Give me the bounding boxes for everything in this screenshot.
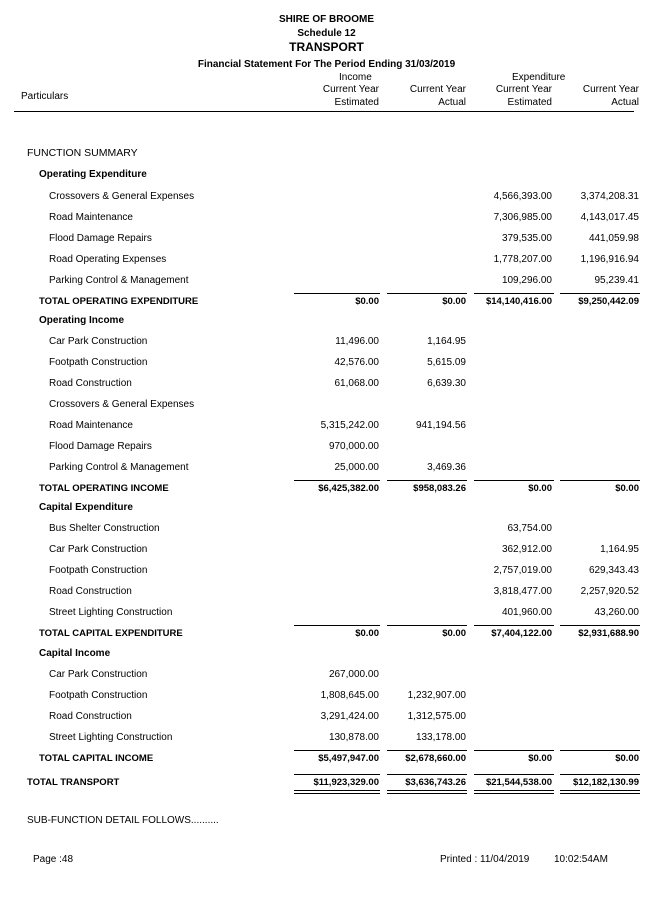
row-label: Footpath Construction xyxy=(49,565,148,576)
cell-income-estimated: 3,291,424.00 xyxy=(320,711,379,722)
page-title: TRANSPORT xyxy=(289,40,364,54)
grand-total-income-estimated: $11,923,329.00 xyxy=(313,777,379,788)
total-income-estimated: $0.00 xyxy=(355,296,379,307)
col-expenditure-estimated-line1: Current Year xyxy=(495,84,552,95)
total-expenditure-estimated: $0.00 xyxy=(528,753,552,764)
row-label: Road Construction xyxy=(49,586,132,597)
row-label: Crossovers & General Expenses xyxy=(49,399,195,410)
row-label: Road Construction xyxy=(49,711,132,722)
cell-expenditure-estimated: 4,566,393.00 xyxy=(493,191,552,202)
cell-expenditure-estimated: 379,535.00 xyxy=(501,233,552,244)
cell-expenditure-actual: 4,143,017.45 xyxy=(580,212,639,223)
total-expenditure-actual: $0.00 xyxy=(615,753,639,764)
statement-subtitle: Financial Statement For The Period Ending 31/03/2019 xyxy=(197,59,456,70)
grand-total-income-actual: $3,636,743.26 xyxy=(405,777,466,788)
row-label: Footpath Construction xyxy=(49,357,148,368)
cell-expenditure-estimated: 1,778,207.00 xyxy=(493,254,552,265)
row-label: Crossovers & General Expenses xyxy=(49,191,195,202)
cell-income-actual: 1,164.95 xyxy=(427,336,466,347)
total-rule xyxy=(560,625,640,626)
total-rule xyxy=(474,625,554,626)
printed-time: 10:02:54AM xyxy=(554,854,608,865)
cell-income-estimated: 1,808,645.00 xyxy=(320,690,379,701)
cell-income-estimated: 11,496.00 xyxy=(335,336,379,347)
total-label: TOTAL OPERATING EXPENDITURE xyxy=(39,296,199,307)
row-label: Street Lighting Construction xyxy=(49,732,173,743)
row-label: Car Park Construction xyxy=(49,669,148,680)
grand-total-double-rule xyxy=(294,790,380,794)
row-label: Road Maintenance xyxy=(49,212,133,223)
grand-total-double-rule xyxy=(387,790,467,794)
grand-total-top-rule xyxy=(294,774,380,775)
cell-expenditure-actual: 629,343.43 xyxy=(588,565,639,576)
header-rule xyxy=(14,111,634,112)
col-income-actual-line1: Current Year xyxy=(409,84,466,95)
total-expenditure-actual: $0.00 xyxy=(615,483,639,494)
subfunction-note: SUB-FUNCTION DETAIL FOLLOWS.......... xyxy=(27,815,219,826)
cell-income-actual: 1,232,907.00 xyxy=(407,690,466,701)
col-income-estimated-line1: Current Year xyxy=(322,84,379,95)
cell-expenditure-estimated: 362,912.00 xyxy=(501,544,552,555)
section-heading: Operating Income xyxy=(39,315,125,326)
total-rule xyxy=(474,480,554,481)
section-heading: Operating Expenditure xyxy=(39,169,147,180)
grand-total-top-rule xyxy=(474,774,554,775)
cell-income-actual: 6,639.30 xyxy=(427,378,466,389)
row-label: Road Operating Expenses xyxy=(49,254,167,265)
cell-expenditure-actual: 95,239.41 xyxy=(594,275,639,286)
section-heading: Capital Expenditure xyxy=(39,502,133,513)
cell-expenditure-estimated: 401,960.00 xyxy=(501,607,552,618)
grand-total-top-rule xyxy=(387,774,467,775)
cell-income-estimated: 5,315,242.00 xyxy=(320,420,379,431)
total-rule xyxy=(294,293,380,294)
total-label: TOTAL OPERATING INCOME xyxy=(39,483,169,494)
total-rule xyxy=(474,750,554,751)
row-label: Car Park Construction xyxy=(49,336,148,347)
col-expenditure-actual-line1: Current Year xyxy=(582,84,639,95)
particulars-header: Particulars xyxy=(21,91,69,102)
total-rule xyxy=(387,480,467,481)
total-rule xyxy=(387,750,467,751)
row-label: Car Park Construction xyxy=(49,544,148,555)
cell-expenditure-actual: 1,196,916.94 xyxy=(580,254,639,265)
total-expenditure-actual: $9,250,442.09 xyxy=(578,296,639,307)
cell-income-estimated: 25,000.00 xyxy=(334,462,379,473)
income-group-label: Income xyxy=(339,72,372,83)
cell-expenditure-actual: 2,257,920.52 xyxy=(580,586,639,597)
function-summary-heading: FUNCTION SUMMARY xyxy=(27,147,138,159)
cell-income-actual: 3,469.36 xyxy=(427,462,466,473)
section-heading: Capital Income xyxy=(39,648,111,659)
total-income-actual: $958,083.26 xyxy=(413,483,466,494)
cell-income-actual: 941,194.56 xyxy=(415,420,466,431)
cell-expenditure-actual: 1,164.95 xyxy=(600,544,639,555)
cell-income-actual: 5,615.09 xyxy=(427,357,466,368)
row-label: Road Maintenance xyxy=(49,420,133,431)
total-label: TOTAL CAPITAL EXPENDITURE xyxy=(39,628,183,639)
total-income-actual: $0.00 xyxy=(442,296,466,307)
total-rule xyxy=(560,750,640,751)
cell-income-estimated: 61,068.00 xyxy=(334,378,379,389)
grand-total-double-rule xyxy=(560,790,640,794)
total-rule xyxy=(294,480,380,481)
total-income-estimated: $5,497,947.00 xyxy=(318,753,379,764)
row-label: Parking Control & Management xyxy=(49,462,189,473)
expenditure-group-label: Expenditure xyxy=(512,72,566,83)
page-number: Page :48 xyxy=(33,854,74,865)
org-name: SHIRE OF BROOME xyxy=(278,14,374,25)
cell-expenditure-estimated: 63,754.00 xyxy=(507,523,552,534)
schedule-label: Schedule 12 xyxy=(297,28,356,39)
grand-total-expenditure-estimated: $21,544,538.00 xyxy=(485,777,552,788)
total-rule xyxy=(294,750,380,751)
col-income-estimated-line2: Estimated xyxy=(334,97,379,108)
cell-income-actual: 1,312,575.00 xyxy=(407,711,466,722)
total-rule xyxy=(387,625,467,626)
cell-income-estimated: 267,000.00 xyxy=(328,669,379,680)
total-expenditure-estimated: $7,404,122.00 xyxy=(491,628,552,639)
total-rule xyxy=(294,625,380,626)
cell-expenditure-estimated: 3,818,477.00 xyxy=(493,586,552,597)
cell-expenditure-actual: 441,059.98 xyxy=(588,233,639,244)
total-income-estimated: $6,425,382.00 xyxy=(318,483,379,494)
row-label: Parking Control & Management xyxy=(49,275,189,286)
cell-income-estimated: 42,576.00 xyxy=(334,357,379,368)
cell-income-estimated: 130,878.00 xyxy=(328,732,379,743)
row-label: Flood Damage Repairs xyxy=(49,233,152,244)
grand-total-top-rule xyxy=(560,774,640,775)
cell-expenditure-actual: 43,260.00 xyxy=(594,607,639,618)
total-expenditure-estimated: $0.00 xyxy=(528,483,552,494)
row-label: Flood Damage Repairs xyxy=(49,441,152,452)
total-income-actual: $0.00 xyxy=(442,628,466,639)
total-expenditure-estimated: $14,140,416.00 xyxy=(485,296,552,307)
col-income-actual-line2: Actual xyxy=(438,97,466,108)
total-rule xyxy=(560,293,640,294)
total-income-estimated: $0.00 xyxy=(355,628,379,639)
total-label: TOTAL CAPITAL INCOME xyxy=(39,753,154,764)
cell-expenditure-estimated: 7,306,985.00 xyxy=(493,212,552,223)
col-expenditure-actual-line2: Actual xyxy=(611,97,639,108)
total-rule xyxy=(387,293,467,294)
total-expenditure-actual: $2,931,688.90 xyxy=(578,628,639,639)
total-rule xyxy=(560,480,640,481)
total-income-actual: $2,678,660.00 xyxy=(405,753,466,764)
cell-expenditure-estimated: 2,757,019.00 xyxy=(493,565,552,576)
col-expenditure-estimated-line2: Estimated xyxy=(507,97,552,108)
cell-expenditure-actual: 3,374,208.31 xyxy=(580,191,639,202)
total-rule xyxy=(474,293,554,294)
grand-total-double-rule xyxy=(474,790,554,794)
grand-total-expenditure-actual: $12,182,130.99 xyxy=(572,777,639,788)
cell-income-estimated: 970,000.00 xyxy=(328,441,379,452)
grand-total-label: TOTAL TRANSPORT xyxy=(27,777,120,788)
cell-expenditure-estimated: 109,296.00 xyxy=(501,275,552,286)
row-label: Bus Shelter Construction xyxy=(49,523,160,534)
printed-date: Printed : 11/04/2019 xyxy=(440,854,530,865)
row-label: Road Construction xyxy=(49,378,132,389)
row-label: Footpath Construction xyxy=(49,690,148,701)
row-label: Street Lighting Construction xyxy=(49,607,173,618)
cell-income-actual: 133,178.00 xyxy=(415,732,466,743)
